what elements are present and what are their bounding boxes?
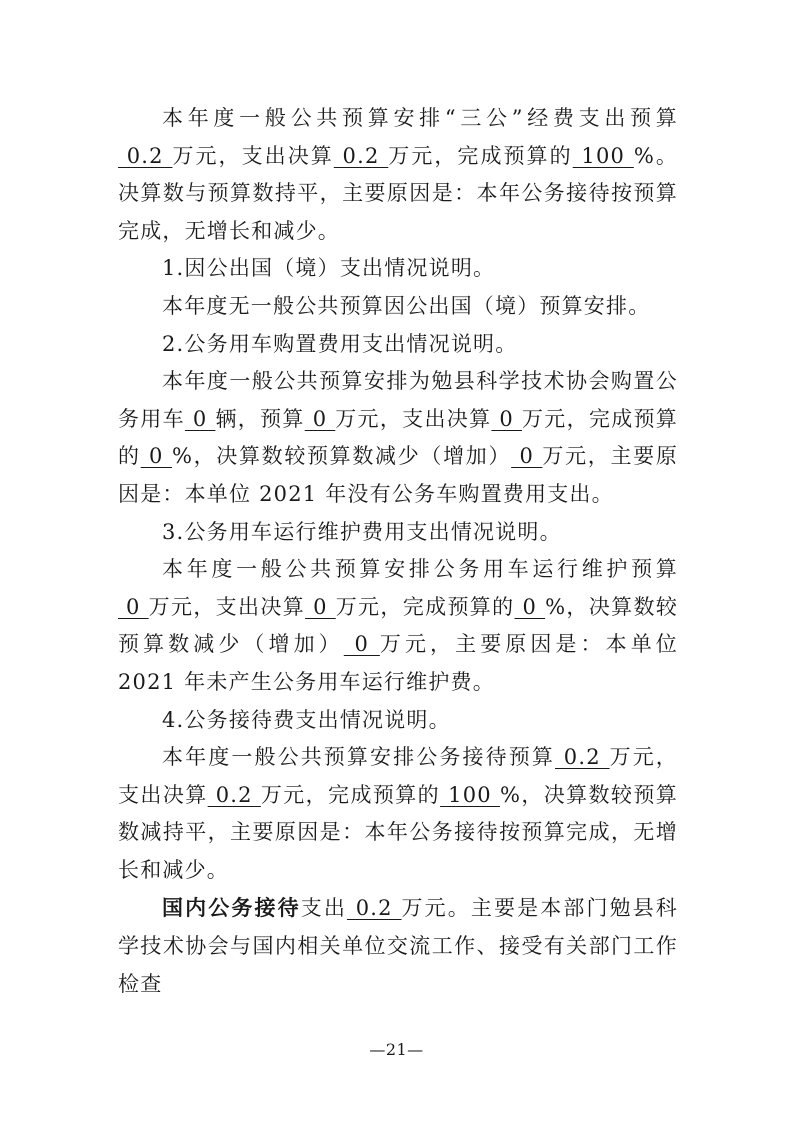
bold-heading-text: 国内公务接待: [162, 895, 301, 921]
underlined-value: 0: [305, 594, 336, 619]
underlined-value: 0: [140, 444, 172, 469]
paragraph: [118, 702, 678, 740]
underlined-value: 0: [343, 632, 380, 657]
paragraph: [118, 889, 678, 1003]
underlined-value: 100: [572, 143, 634, 168]
paragraph: [118, 551, 678, 701]
text-run: 万元，主要原因是：本单位 2021 年未产生公务用车运行维护费。: [118, 632, 678, 694]
underlined-value: 0: [514, 594, 546, 619]
text-run: 1.因公出国（境）支出情况说明。: [162, 256, 496, 281]
text-run: 万元，支出决算: [148, 594, 306, 619]
text-run: 本年度一般公共预算安排“三公”经费支出预算: [162, 106, 678, 130]
text-run: 本年度无一般公共预算因公出国（境）预算安排。: [162, 293, 651, 318]
text-run: 支出: [300, 896, 347, 921]
text-run: 4.公务接待费支出情况说明。: [162, 707, 451, 732]
underlined-value: 0: [491, 406, 522, 431]
text-run: 2.公务用车购置费用支出情况说明。: [162, 331, 518, 356]
underlined-value: 0: [184, 406, 216, 431]
underlined-value: 0.2: [554, 745, 610, 770]
paragraph: [118, 514, 678, 552]
text-run: 万元，完成预算的: [388, 143, 573, 168]
underlined-value: 0.2: [207, 782, 261, 807]
text-run: 万元，支出决算: [335, 406, 492, 431]
document-body: [118, 100, 678, 1003]
underlined-value: 0: [511, 444, 543, 469]
underlined-value: 0: [304, 406, 336, 431]
page-number: —21—: [369, 1040, 424, 1059]
paragraph: [118, 250, 678, 288]
text-run: %，决算数较预算数减少（增加）: [171, 444, 512, 469]
underlined-value: 0: [118, 594, 149, 619]
paragraph: [118, 363, 678, 513]
text-run: 万元，支出决算: [118, 745, 679, 807]
text-run: 辆，预算: [215, 406, 305, 431]
underlined-value: 0.2: [346, 896, 402, 921]
text-run: %，决算数较预算数减少（增加）: [118, 594, 679, 657]
text-run: %，决算数较预算数减持平，主要原因是：本年公务接待按预算完成，无增长和减少。: [118, 782, 678, 882]
text-run: %。决算数与预算数持平，主要原因是：本年公务接待按预算完成，无增长和减少。: [118, 143, 679, 243]
text-run: 本年度一般公共预算安排公务用车运行维护预算: [162, 557, 678, 582]
paragraph: [118, 739, 678, 889]
underlined-value: 0.2: [333, 143, 389, 168]
text-run: 万元，完成预算的: [335, 594, 515, 619]
text-run: 万元，完成预算的: [260, 782, 441, 807]
text-run: 万元。主要是本部门勉县科学技术协会与国内相关单位交流工作、接受有关部门工作检查: [118, 896, 679, 996]
underlined-value: 100: [440, 782, 500, 807]
paragraph: [118, 100, 678, 250]
text-run: 万元，主要原因是：本单位 2021 年没有公务车购置费用支出。: [118, 444, 679, 506]
text-run: 本年度一般公共预算安排为勉县科学技术协会购置公务用车: [118, 369, 678, 431]
text-run: 本年度一般公共预算安排公务接待预算: [162, 745, 555, 770]
text-run: 3.公务用车运行维护费用支出情况说明。: [162, 519, 562, 544]
paragraph: [118, 288, 678, 326]
text-run: 万元，完成预算的: [118, 406, 679, 469]
paragraph: [118, 326, 678, 364]
text-run: 万元，支出决算: [172, 143, 334, 168]
underlined-value: 0.2: [118, 143, 173, 168]
